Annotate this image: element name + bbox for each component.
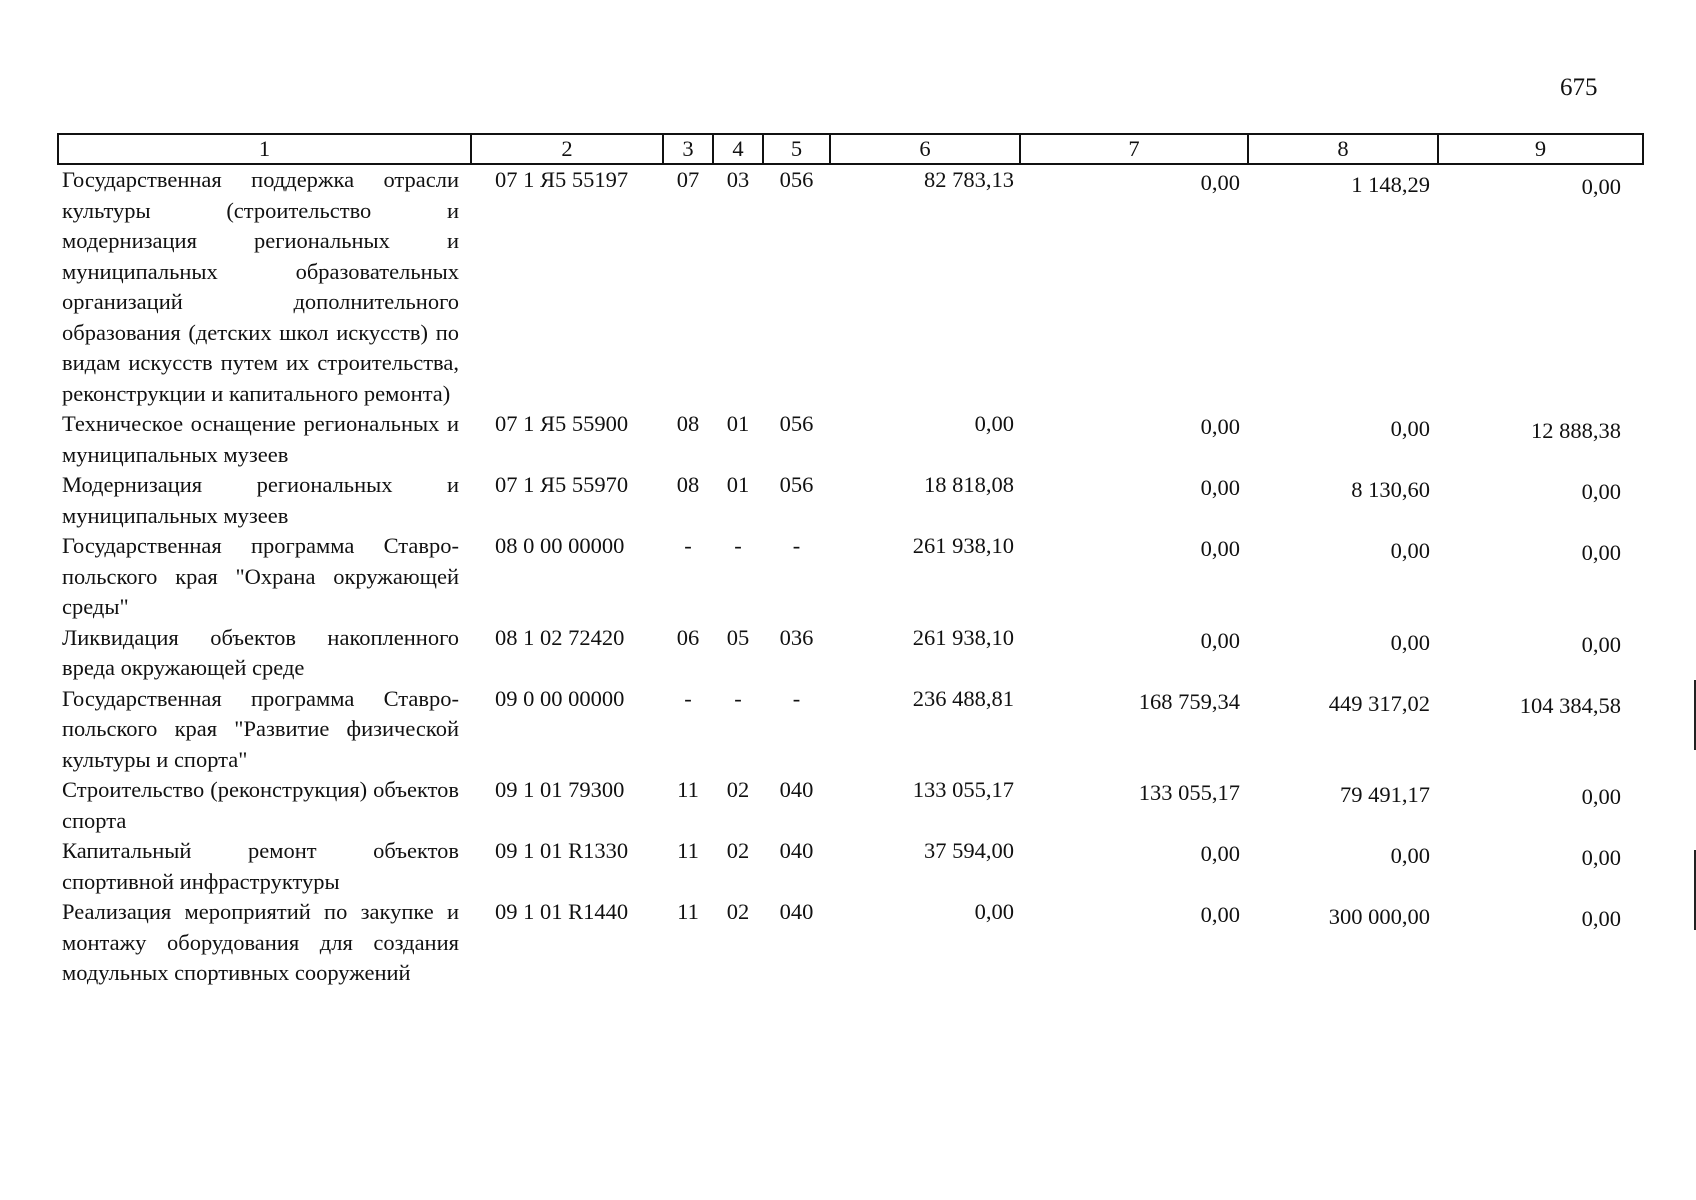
row-col-9: 0,00 [1581, 906, 1621, 931]
row-col-4: 02 [726, 899, 750, 924]
header-col-1: 1 [58, 134, 471, 164]
row-col-7: 0,00 [1200, 841, 1240, 866]
row-col-5: - [792, 533, 801, 558]
row-name: Государственная программа Ставропольского края "Развитие физической культуры и спорта" [62, 685, 459, 772]
page-number: 675 [1560, 74, 1598, 101]
row-col-5: 040 [779, 777, 814, 802]
row-name: Государственная поддержка отрасли культуры (строительство и модернизация региональных и муниципальных образовательных организаций дополнительного образования (детских школ искусств) по видам искусств путем их строительства, реконструкции и капитального ремонта) [62, 167, 459, 406]
row-col-7: 0,00 [1200, 627, 1240, 653]
table-row [58, 164, 1643, 409]
table-row [58, 409, 1643, 470]
row-col-4: - [734, 533, 742, 558]
row-name: Капитальный ремонт объектов спортивной инфраструктуры [62, 838, 459, 894]
row-col-3: 06 [676, 624, 700, 650]
row-col-8: 8 130,60 [1351, 477, 1430, 502]
row-name: Реализация мероприятий по закупке и монтажу оборудования для создания модульных спортивных сооружений [62, 899, 459, 985]
row-col-5: - [792, 685, 801, 711]
row-col-5: 036 [779, 624, 814, 650]
row-name: Модернизация региональных и муниципальных музеев [62, 472, 459, 528]
header-col-7: 7 [1020, 134, 1248, 164]
header-col-3: 3 [663, 134, 713, 164]
row-code: 09 1 01 79300 [495, 777, 625, 802]
row-code: 08 1 02 72420 [495, 624, 625, 650]
row-col-7: 133 055,17 [1138, 780, 1240, 805]
row-col-4: 02 [726, 838, 750, 863]
table-body [58, 164, 1643, 989]
row-name: Ликвидация объектов накопленного вреда окружающей среде [62, 624, 459, 680]
row-col-4: 03 [726, 167, 750, 192]
row-col-9: 0,00 [1581, 479, 1621, 504]
row-name: Строительство (реконструкция) объектов спорта [62, 777, 459, 833]
row-code: 07 1 Я5 55197 [495, 167, 629, 192]
row-name: Техническое оснащение региональных и муниципальных музеев [62, 411, 459, 467]
row-col-3: - [684, 685, 692, 711]
table-row [58, 836, 1643, 897]
row-col-6: 37 594,00 [924, 838, 1014, 863]
row-col-6: 133 055,17 [912, 777, 1014, 802]
row-col-6: 0,00 [974, 411, 1014, 436]
row-col-9: 0,00 [1581, 784, 1621, 809]
row-code: 09 1 01 R1440 [495, 899, 629, 924]
row-col-8: 449 317,02 [1328, 690, 1430, 716]
budget-table [57, 133, 1644, 989]
header-col-6: 6 [830, 134, 1020, 164]
table-row [58, 775, 1643, 836]
row-col-9: 104 384,58 [1519, 692, 1621, 718]
row-col-5: 040 [779, 838, 814, 863]
row-col-8: 0,00 [1390, 416, 1430, 441]
row-col-5: 040 [779, 899, 814, 924]
row-col-6: 236 488,81 [912, 685, 1014, 711]
row-col-9: 0,00 [1581, 174, 1621, 199]
row-col-7: 0,00 [1200, 170, 1240, 195]
header-col-9: 9 [1438, 134, 1643, 164]
row-col-3: 07 [676, 167, 700, 192]
row-col-5: 056 [779, 472, 814, 497]
row-col-6: 261 938,10 [912, 533, 1014, 558]
row-code: 07 1 Я5 55900 [495, 411, 629, 436]
row-col-3: 08 [676, 411, 700, 436]
header-col-8: 8 [1248, 134, 1438, 164]
table-row [58, 684, 1643, 776]
table-row [58, 623, 1643, 684]
row-col-5: 056 [779, 411, 814, 436]
row-name: Государственная программа Ставропольского края "Охрана окружающей среды" [62, 533, 459, 619]
row-col-3: 11 [677, 899, 699, 924]
row-col-7: 0,00 [1200, 414, 1240, 439]
row-col-4: 05 [726, 624, 750, 650]
row-col-6: 0,00 [974, 899, 1014, 924]
row-col-9: 0,00 [1581, 631, 1621, 657]
row-col-6: 261 938,10 [912, 624, 1014, 650]
row-col-9: 0,00 [1581, 540, 1621, 565]
row-col-8: 0,00 [1390, 538, 1430, 563]
row-col-3: 11 [677, 838, 699, 863]
row-col-4: - [734, 685, 742, 711]
row-col-3: 08 [676, 472, 700, 497]
table-row [58, 531, 1643, 623]
row-code: 07 1 Я5 55970 [495, 472, 629, 497]
header-col-4: 4 [713, 134, 763, 164]
row-col-8: 300 000,00 [1328, 904, 1430, 929]
row-col-6: 82 783,13 [924, 167, 1014, 192]
table-row [58, 897, 1643, 989]
row-code: 09 0 00 00000 [495, 685, 625, 711]
row-col-4: 01 [726, 411, 750, 436]
row-col-7: 168 759,34 [1138, 688, 1240, 714]
row-code: 08 0 00 00000 [495, 533, 625, 558]
row-col-6: 18 818,08 [924, 472, 1014, 497]
row-col-7: 0,00 [1200, 475, 1240, 500]
row-col-3: 11 [677, 777, 699, 802]
header-col-2: 2 [471, 134, 663, 164]
row-col-3: - [684, 533, 692, 558]
row-col-8: 0,00 [1390, 629, 1430, 655]
row-col-7: 0,00 [1200, 902, 1240, 927]
row-col-4: 01 [726, 472, 750, 497]
header-col-5: 5 [763, 134, 830, 164]
row-col-8: 79 491,17 [1340, 782, 1430, 807]
table-header [58, 134, 1643, 164]
row-col-5: 056 [779, 167, 814, 192]
table-row [58, 470, 1643, 531]
row-col-4: 02 [726, 777, 750, 802]
row-col-8: 1 148,29 [1351, 172, 1430, 197]
row-col-8: 0,00 [1390, 843, 1430, 868]
row-col-7: 0,00 [1200, 536, 1240, 561]
header-row [58, 134, 1643, 164]
row-col-9: 0,00 [1581, 845, 1621, 870]
row-code: 09 1 01 R1330 [495, 838, 629, 863]
row-col-9: 12 888,38 [1531, 418, 1621, 443]
